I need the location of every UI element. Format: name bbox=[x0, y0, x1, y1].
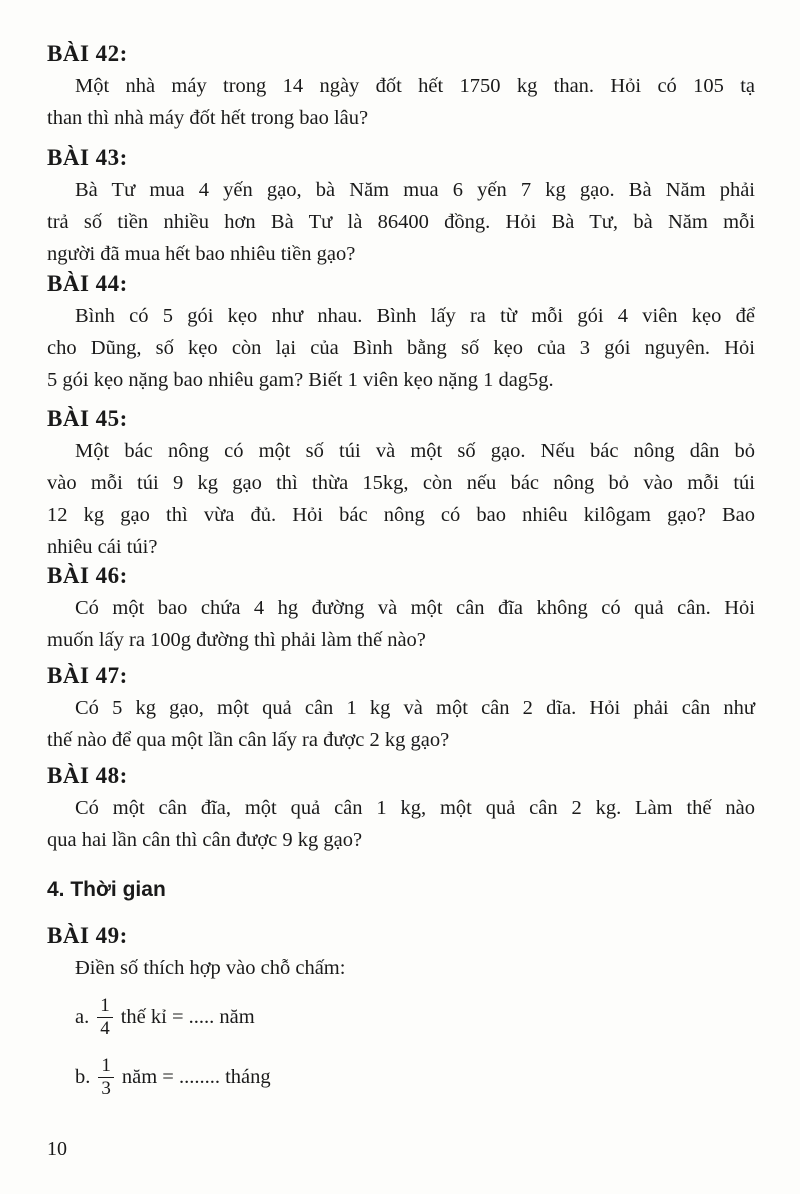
problem-47 bbox=[47, 660, 755, 756]
problem-title: BÀI 47: bbox=[47, 663, 128, 688]
numerator: 1 bbox=[98, 1055, 114, 1078]
problem-title: BÀI 48: bbox=[47, 763, 128, 788]
problem-text-line: muốn lấy ra 100g đường thì phải làm thế nào? bbox=[47, 629, 426, 651]
exercise-item-b bbox=[75, 1055, 271, 1100]
problem-text-line: thế nào để qua một lần cân lấy ra được 2 kg gạo? bbox=[47, 729, 450, 751]
problem-title: BÀI 49: bbox=[47, 923, 128, 948]
fraction bbox=[98, 1055, 114, 1100]
problem-text-line: vào mỗi túi 9 kg gạo thì thừa 15kg, còn nếu bác nông bỏ vào mỗi túi bbox=[47, 472, 755, 494]
denominator: 3 bbox=[101, 1078, 111, 1099]
problem-text-line: trả số tiền nhiều hơn Bà Tư là 86400 đồng. Hỏi Bà Tư, bà Năm mỗi bbox=[47, 211, 755, 233]
problem-text-line: Bình có 5 gói kẹo như nhau. Bình lấy ra từ mỗi gói 4 viên kẹo để bbox=[75, 305, 755, 327]
section-heading: 4. Thời gian bbox=[47, 878, 166, 901]
problem-text-line: Có một cân đĩa, một quả cân 1 kg, một quả cân 2 kg. Làm thế nào bbox=[75, 797, 755, 819]
problem-text-line: Một bác nông có một số túi và một số gạo. Nếu bác nông dân bỏ bbox=[75, 440, 755, 462]
problem-49 bbox=[47, 920, 755, 984]
problem-title: BÀI 44: bbox=[47, 271, 128, 296]
item-text: năm = ........ tháng bbox=[121, 1066, 271, 1088]
problem-48 bbox=[47, 760, 755, 856]
exercise-item-a bbox=[75, 995, 255, 1040]
problem-42 bbox=[47, 38, 755, 134]
item-label: b. bbox=[75, 1066, 91, 1088]
problem-title: BÀI 42: bbox=[47, 41, 128, 66]
problem-text-line: Có một bao chứa 4 hg đường và một cân đĩa không có quả cân. Hỏi bbox=[75, 597, 755, 619]
problem-text-line: Một nhà máy trong 14 ngày đốt hết 1750 kg than. Hỏi có 105 tạ bbox=[75, 75, 755, 97]
problem-45 bbox=[47, 403, 755, 563]
problem-text-line: cho Dũng, số kẹo còn lại của Bình bằng số kẹo của 3 gói nguyên. Hỏi bbox=[47, 337, 755, 359]
item-label: a. bbox=[75, 1006, 90, 1028]
problem-title: BÀI 43: bbox=[47, 145, 128, 170]
page-number: 10 bbox=[47, 1138, 67, 1160]
problem-text-line: 12 kg gạo thì vừa đủ. Hỏi bác nông có bao nhiêu kilôgam gạo? Bao bbox=[47, 504, 755, 526]
problem-text-line: 5 gói kẹo nặng bao nhiêu gam? Biết 1 viên kẹo nặng 1 dag5g. bbox=[47, 369, 554, 391]
problem-43 bbox=[47, 142, 755, 270]
problem-text-line: nhiêu cái túi? bbox=[47, 536, 158, 558]
problem-text-line: Có 5 kg gạo, một quả cân 1 kg và một cân 2 dĩa. Hỏi phải cân như bbox=[75, 697, 755, 719]
problem-text-line: Bà Tư mua 4 yến gạo, bà Năm mua 6 yến 7 kg gạo. Bà Năm phải bbox=[75, 179, 755, 201]
denominator: 4 bbox=[100, 1018, 110, 1039]
problem-title: BÀI 46: bbox=[47, 563, 128, 588]
problem-44 bbox=[47, 268, 755, 396]
item-text: thế kỉ = ..... năm bbox=[120, 1006, 255, 1028]
problem-text: Điền số thích hợp vào chỗ chấm: bbox=[75, 957, 346, 979]
problem-text-line: than thì nhà máy đốt hết trong bao lâu? bbox=[47, 107, 369, 129]
problem-text-line: qua hai lần cân thì cân được 9 kg gạo? bbox=[47, 829, 363, 851]
numerator: 1 bbox=[97, 995, 113, 1018]
problem-46 bbox=[47, 560, 755, 656]
problem-title: BÀI 45: bbox=[47, 406, 128, 431]
fraction bbox=[97, 995, 113, 1040]
problem-text-line: người đã mua hết bao nhiêu tiền gạo? bbox=[47, 243, 356, 265]
